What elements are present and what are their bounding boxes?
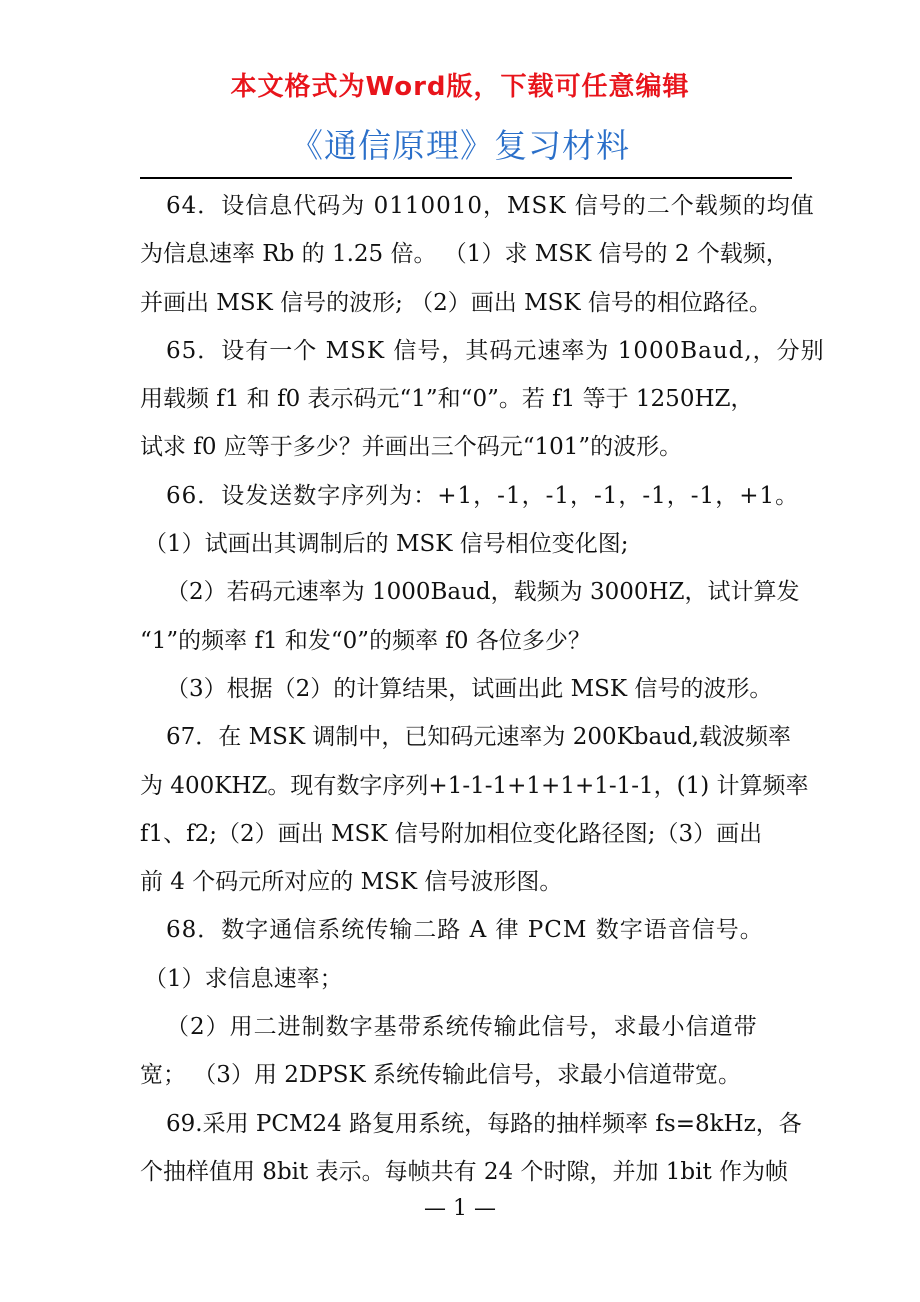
body-line: 前 4 个码元所对应的 MSK 信号波形图。 — [140, 869, 563, 896]
document-title: 《通信原理》复习材料 — [290, 126, 630, 165]
body-line: 66．设发送数字序列为：+1，-1，-1，-1，-1，-1，+1。 — [166, 482, 800, 509]
page-number: — 1 — — [424, 1196, 496, 1221]
body-line: （1）求信息速率； — [144, 965, 343, 992]
body-line: 64．设信息代码为 0110010，MSK 信号的二个载频的均值 — [166, 193, 815, 219]
body-line: 65．设有一个 MSK 信号，其码元速率为 1000Baud,，分别 — [166, 337, 825, 364]
body-line: （2）若码元速率为 1000Baud，载频为 3000HZ，试计算发 — [166, 579, 800, 606]
body-line: 试求 f0 应等于多少？并画出三个码元“101”的波形。 — [140, 434, 683, 461]
body-line: 为 400KHZ。现有数字序列+1-1-1+1+1+1-1-1，(1) 计算频率 — [140, 772, 809, 799]
body-line: f1、f2;（2）画出 MSK 信号附加相位变化路径图;（3）画出 — [140, 820, 763, 847]
body-line: （2）用二进制数字基带系统传输此信号，求最小信道带 — [166, 1014, 758, 1041]
format-notice-banner: 本文格式为Word版，下载可任意编辑 — [230, 72, 690, 102]
body-line: 69.采用 PCM24 路复用系统，每路的抽样频率 fs=8kHz，各 — [166, 1110, 802, 1137]
body-line: 为信息速率 Rb 的 1.25 倍。 （1）求 MSK 信号的 2 个载频， — [140, 241, 789, 268]
body-line: 宽； （3）用 2DPSK 系统传输此信号，求最小信道带宽。 — [140, 1062, 742, 1089]
body-line: “1”的频率 f1 和发“0”的频率 f0 各位多少？ — [140, 627, 591, 654]
title-divider — [140, 177, 792, 179]
body-line: 个抽样值用 8bit 表示。每帧共有 24 个时隙，并加 1bit 作为帧 — [140, 1158, 789, 1185]
document-body — [140, 182, 825, 1196]
body-line: （1）试画出其调制后的 MSK 信号相位变化图; — [144, 531, 629, 558]
body-line: 67．在 MSK 调制中，已知码元速率为 200Kbaud,载波频率 — [166, 724, 792, 751]
body-line: （3）根据（2）的计算结果，试画出此 MSK 信号的波形。 — [166, 675, 773, 702]
body-line: 并画出 MSK 信号的波形; （2）画出 MSK 信号的相位路径。 — [140, 289, 772, 316]
body-line: 用载频 f1 和 f0 表示码元“1”和“0”。若 f1 等于 1250HZ， — [140, 386, 754, 413]
body-line: 68．数字通信系统传输二路 A 律 PCM 数字语音信号。 — [166, 917, 764, 944]
